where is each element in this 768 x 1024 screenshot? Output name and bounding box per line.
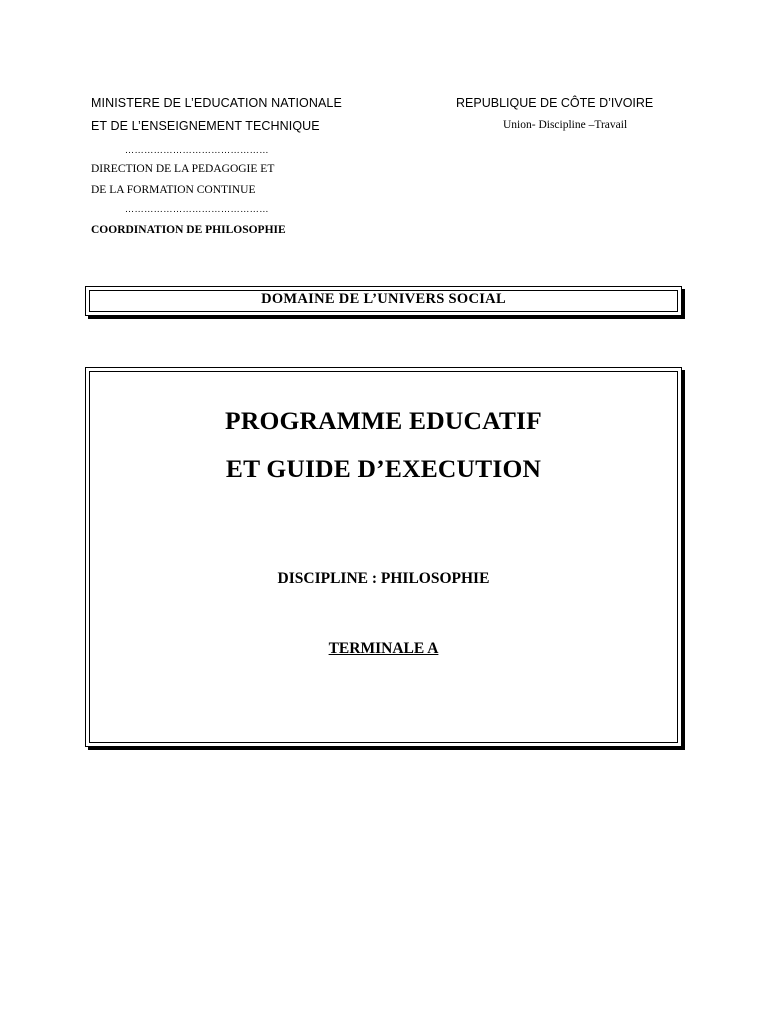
republic-header xyxy=(456,92,686,135)
republic-motto: Union- Discipline –Travail xyxy=(503,119,628,131)
republic-name: REPUBLIQUE DE CÔTE D’IVOIRE xyxy=(456,96,654,110)
direction-line-2: DE LA FORMATION CONTINUE xyxy=(91,184,256,196)
domain-banner xyxy=(85,286,682,316)
ministry-header xyxy=(91,92,411,240)
coordination-label: COORDINATION DE PHILOSOPHIE xyxy=(91,224,286,236)
domain-title: DOMAINE DE L’UNIVERS SOCIAL xyxy=(261,291,506,307)
ministry-line-2: ET DE L’ENSEIGNEMENT TECHNIQUE xyxy=(91,119,320,133)
direction-line-1: DIRECTION DE LA PEDAGOGIE ET xyxy=(91,163,275,175)
separator-dots-2: ……………………………………… xyxy=(125,204,269,214)
program-title-line-2: ET GUIDE D’EXECUTION xyxy=(225,454,542,483)
discipline-label: DISCIPLINE : PHILOSOPHIE xyxy=(277,570,490,587)
program-frame xyxy=(85,367,682,747)
level-label: TERMINALE A xyxy=(328,640,439,657)
program-title-line-1: PROGRAMME EDUCATIF xyxy=(225,406,542,435)
ministry-line-1: MINISTERE DE L’EDUCATION NATIONALE xyxy=(91,96,342,110)
separator-dots-1: ……………………………………… xyxy=(125,145,269,155)
